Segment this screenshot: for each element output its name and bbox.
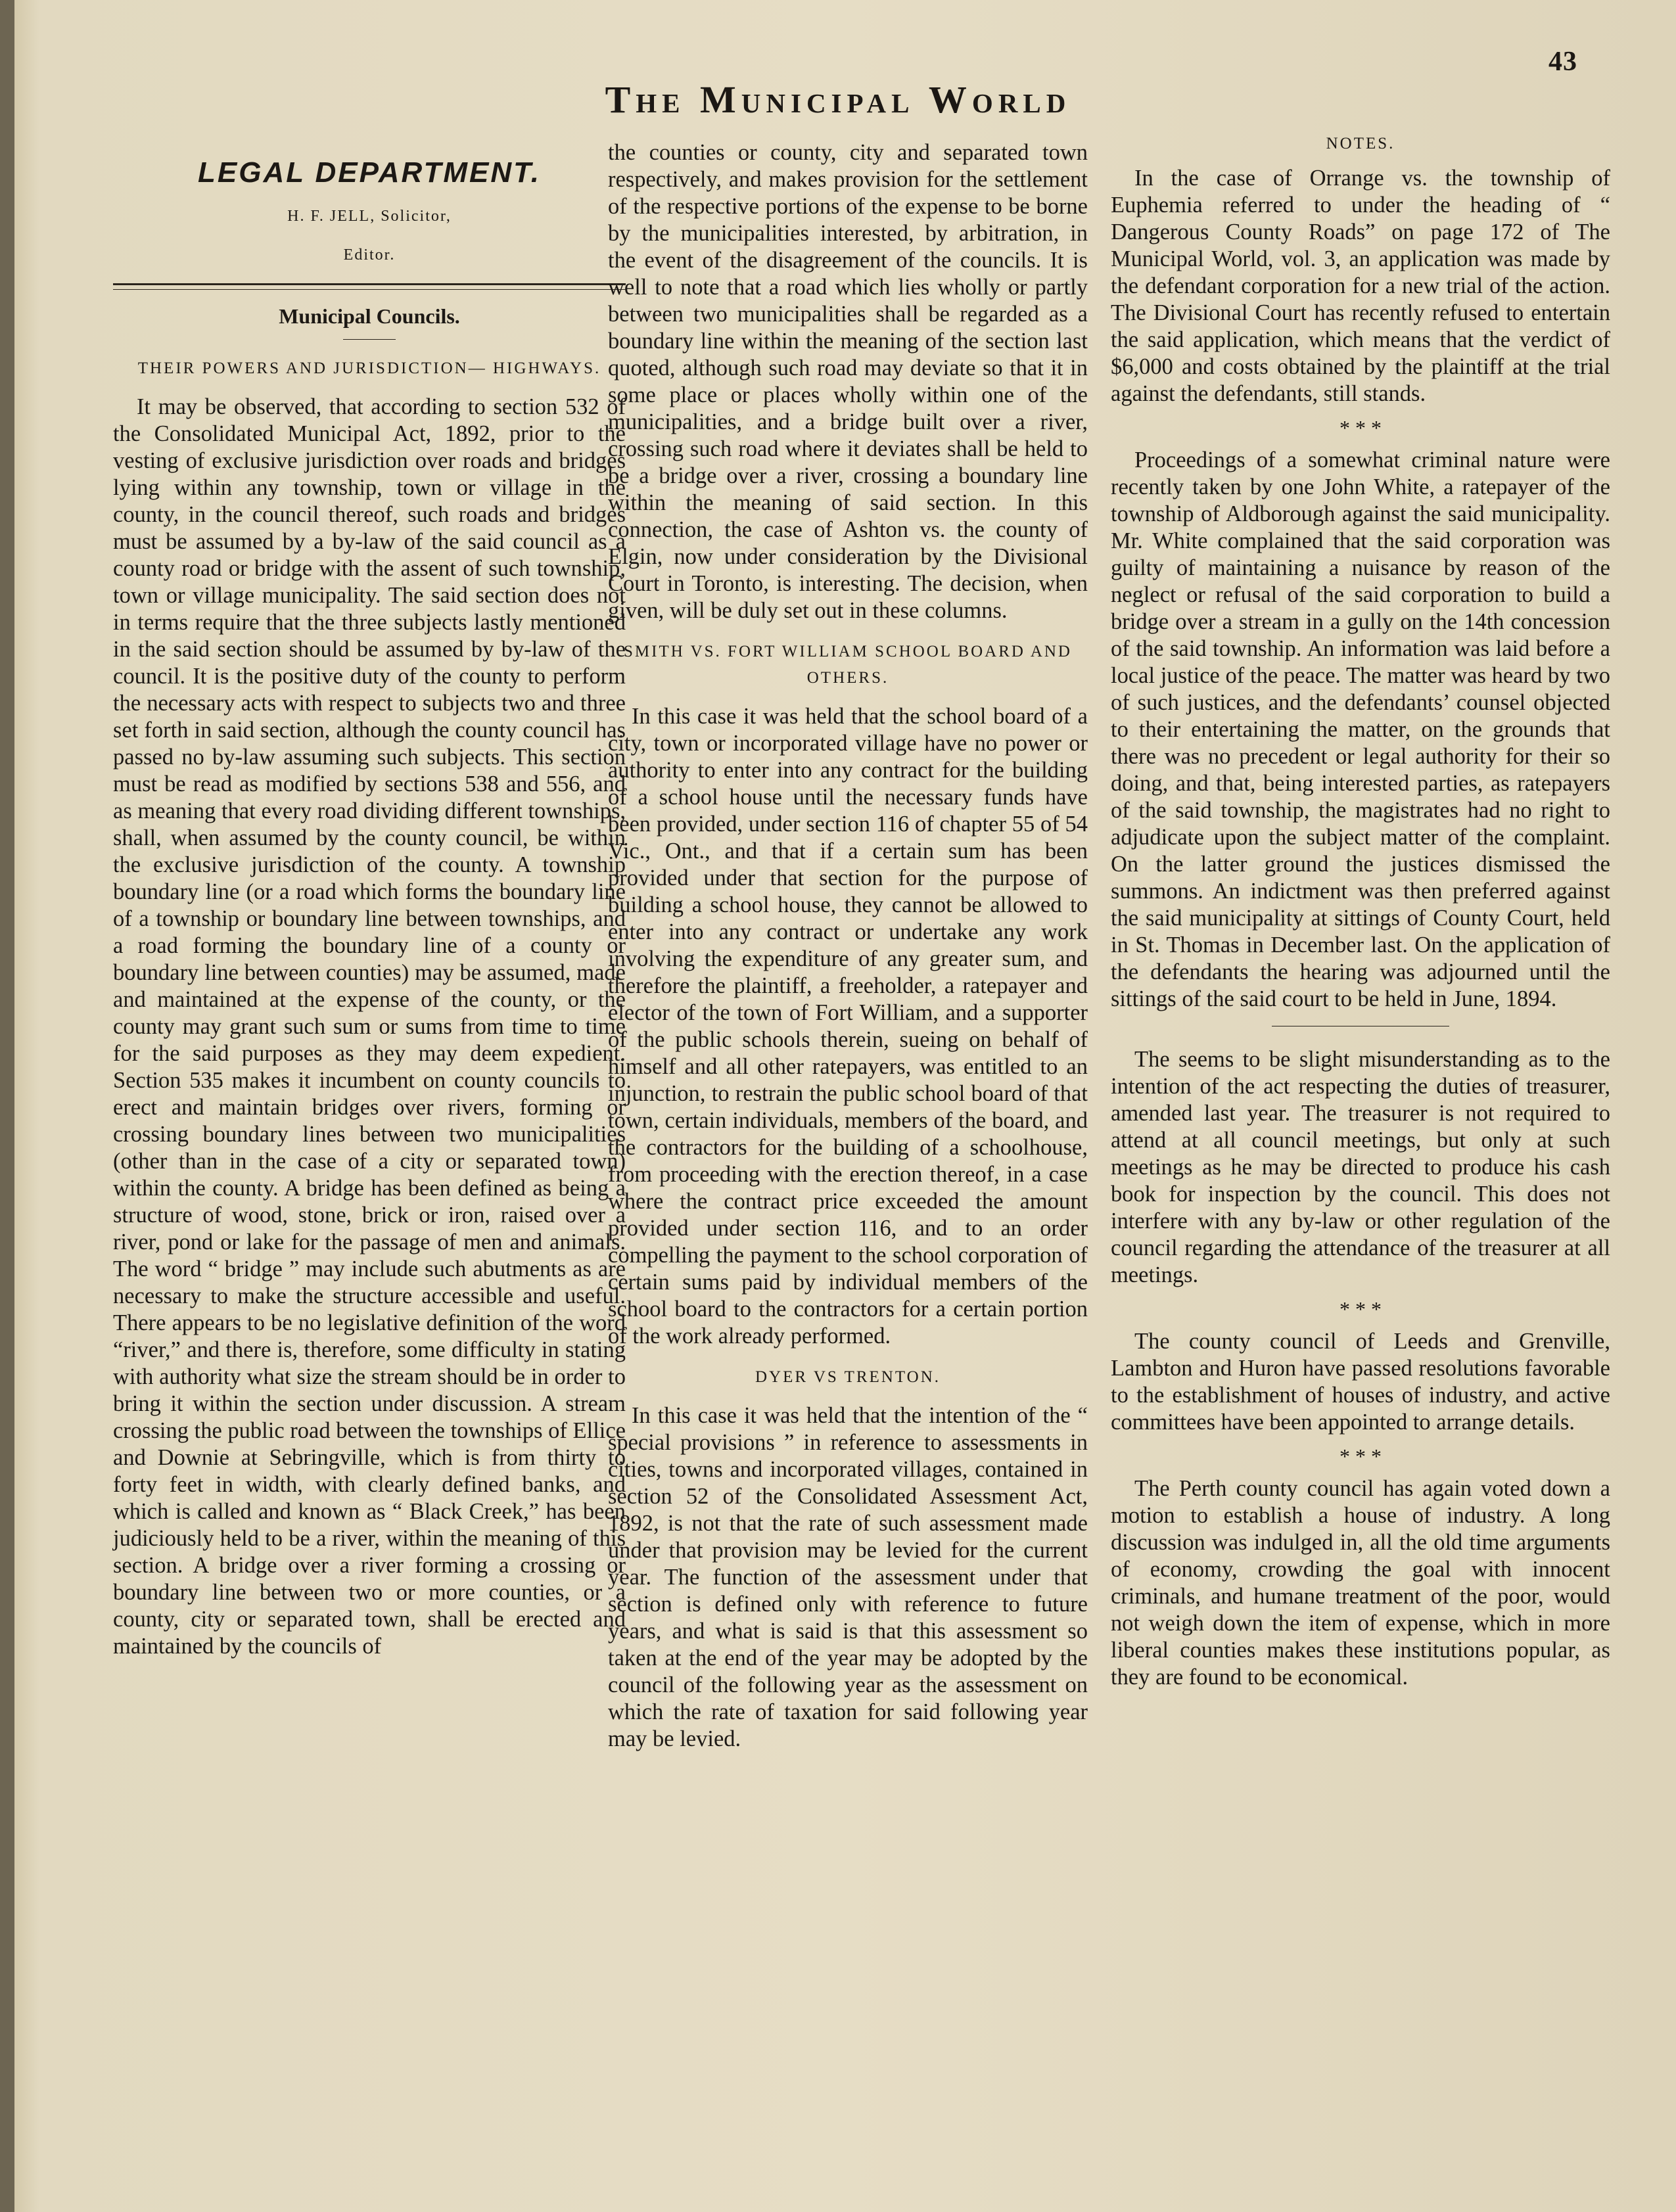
case-heading-dyer: DYER VS TRENTON. (755, 1368, 941, 1386)
editor-line: H. F. JELL, Solicitor, (287, 208, 452, 225)
editor-role: Editor. (343, 246, 396, 264)
binding-gutter (0, 0, 14, 2212)
article-paragraph: It may be observed, that according to section 532 of the Consolidated Municipal Act, 1892, prior to the vesting of exclusive jurisdiction over roads and bridges lying within any township, town or village in the county, in the council thereof, such roads and bridges must be assumed by a by-law of the said council as a county road or bridge with the assent of such township, town or village municipality. The said section does not in terms require that the three subjects lastly mentioned in the said section should be assumed by by-law of the council. It is the positive duty of the county to perform the necessary acts with respect to subjects two and three set forth in said section, although the county council has passed no by-law assuming such subjects. This section must be read as modified by sections 538 and 556, and as meaning that every road dividing different townships, shall, when assumed by the county council, be within the exclusive jurisdiction of the county. A township boundary line (or a road which forms the boundary line of a township or boundary line between townships, and a road forming the boundary line of a county or boundary line between counties) may be assumed, made and maintained at the expense of the county, or the county may grant such sum or sums from time to time for the said purposes as they may deem expedient. Section 535 makes it incumbent on county councils to erect and maintain bridges over rivers, forming or crossing boundary lines between two municipalities (other than in the case of a city or separated town) within the county. A bridge has been defined as being a structure of wood, stone, brick or iron, raised over a river, pond or lake for the passage of men and animals. The word “ bridge ” may include such abutments as are necessary to make the structure accessible and useful. There appears to be no legislative definition of the word “river,” and there is, therefore, some difficulty in stating with authority what size the stream should be in order to bring it within the section under discussion. A stream crossing the public road between the townships of Ellice and Downie at Sebringville, which is from thirty to forty feet in width, with clearly defined banks, and which is called and known as “ Black Creek,” has been judiciously held to be a river, within the meaning of this section. A bridge over a river forming a crossing or boundary line between two or more counties, or a county, city or separated town, shall be erected and maintained by the councils of (113, 394, 626, 1659)
column-2 (608, 139, 1088, 1753)
case-heading-smith: SMITH VS. FORT WILLIAM SCHOOL BOARD AND OTHERS. (624, 643, 1072, 687)
article-title: Municipal Councils. (279, 304, 460, 328)
note-leeds: The county council of Leeds and Grenville, Lambton and Huron have passed resolutions favorable to the establishment of houses of industry, and active committees have been appointed to arrange details. (1111, 1329, 1610, 1435)
article-subtitle: THEIR POWERS AND JURISDICTION— HIGHWAYS. (137, 359, 601, 377)
department-title: LEGAL DEPARTMENT. (198, 156, 541, 189)
note-orrange: In the case of Orrange vs. the township of Euphemia referred to under the heading of “ Dangerous County Roads” on page 172 of The Municipal World, vol. 3, an application was made by the defendant corporation for a new trial of the action. The Divisional Court has recently refused to entertain the said application, which means that the verdict of $6,000 and costs obtained by the plaintiff at the trial against the defendants, still stands. (1111, 166, 1610, 406)
masthead: The Municipal World (605, 78, 1071, 121)
note-white: Proceedings of a somewhat criminal nature were recently taken by one John White, a ratepayer of the township of Aldborough against the said municipality. Mr. White complained that the said corporation was guilty of maintaining a nuisance by reason of the neglect or refusal of the said corporation to build a bridge over a stream in a gully on the 14th concession of the said township. An information was laid before a local justice of the peace. The matter was heard by two of such justices, and the defendants’ counsel objected to their entertaining the matter, on the grounds that there was no precedent or legal authority for their so doing, and that, being interested parties, as ratepayers of the said township, the magistrates had no right to adjudicate upon the subject matter of the complaint. On the latter ground the justices dismissed the summons. An indictment was then preferred against the said municipality at sittings of County Court, held in St. Thomas in December last. On the application of the defendants the hearing was adjourned until the sittings of the said court to be held in June, 1894. (1111, 448, 1610, 1011)
page-number: 43 (1548, 47, 1577, 77)
column-1 (113, 130, 626, 1660)
short-divider (343, 339, 396, 340)
asterism-separator: * * * (1339, 1444, 1382, 1468)
asterism-separator: * * * (1339, 1297, 1382, 1321)
article-paragraph-continued: the counties or county, city and separated town respectively, and makes provision for the settlement of the respective portions of the expense to be borne by the municipalities interested, by arbitration, in the event of the disagreement of the councils. It is well to note that a road which lies wholly or partly between two municipalities shall be regarded as a boundary line within the meaning of the section last quoted, although such road may deviate so that it in some place or places wholly within one of the municipalities, and a bridge built over a river, crossing such road where it deviates shall be held to be a bridge over a river, crossing a boundary line within the meaning of said section. In this connection, the case of Ashton vs. the county of Elgin, now under consideration by the Divisional Court in Toronto, is interesting. The decision, when given, will be duly set out in these columns. (608, 140, 1088, 623)
asterism-separator: * * * (1339, 416, 1382, 440)
double-divider (113, 283, 626, 290)
case-body-dyer: In this case it was held that the intention of the “ special provisions ” in reference to assessments in cities, towns and incorporated villages, contained in section 52 of the Consolidated Assessment Act, 1892, is not that the rate of such assessment made under that provision may be levied for the current year. The function of the assessment under that section is defined only with reference to future years, and what is said is that this assessment so taken at the end of the year may be adopted by the council of the following year as the assessment on which the rate of taxation for said following year may be levied. (608, 1403, 1088, 1751)
notes-heading: NOTES. (1326, 135, 1395, 152)
column-3 (1111, 130, 1610, 1691)
note-treasurer: The seems to be slight misunderstanding as to the intention of the act respecting the duties of treasurer, amended last year. The treasurer is not required to attend at all council meetings, but only at such meetings as he may be directed to produce his cash book for inspection by the council. This does not interfere with any by-law or other regulation of the council regarding the attendance of the treasurer at all meetings. (1111, 1047, 1610, 1287)
note-perth: The Perth county council has again voted down a motion to establish a house of industry. A long discussion was indulged in, all the old time arguments of economy, crowding the goal with innocent criminals, and humane treatment of the poor, would not weigh down the item of expense, which in more liberal counties makes these institutions popular, as they are found to be economical. (1111, 1476, 1610, 1690)
case-body-smith: In this case it was held that the school board of a city, town or incorporated village have no power or authority to enter into any contract for the building of a school house until the necessary funds have been provided, under section 116 of chapter 55 of 54 Vic., Ont., and that if a certain sum has been provided under that section for the purpose of building a school house, they cannot be allowed to enter into any contract or undertake any work involving the expenditure of any greater sum, and therefore the plaintiff, a freeholder, a ratepayer and elector of the town of Fort William, and a supporter of the public schools therein, sueing on behalf of himself and all other ratepayers, was entitled to an injunction, to restrain the public school board of that town, certain individuals, members of the board, and the contractors for the building of a schoolhouse, from proceeding with the erection thereof, in a case where the contract price exceeded the amount provided under section 116, and to an order compelling the payment to the school corporation of certain sums paid by individual members of the school board to the contractors for a certain portion of the work already performed. (608, 704, 1088, 1348)
